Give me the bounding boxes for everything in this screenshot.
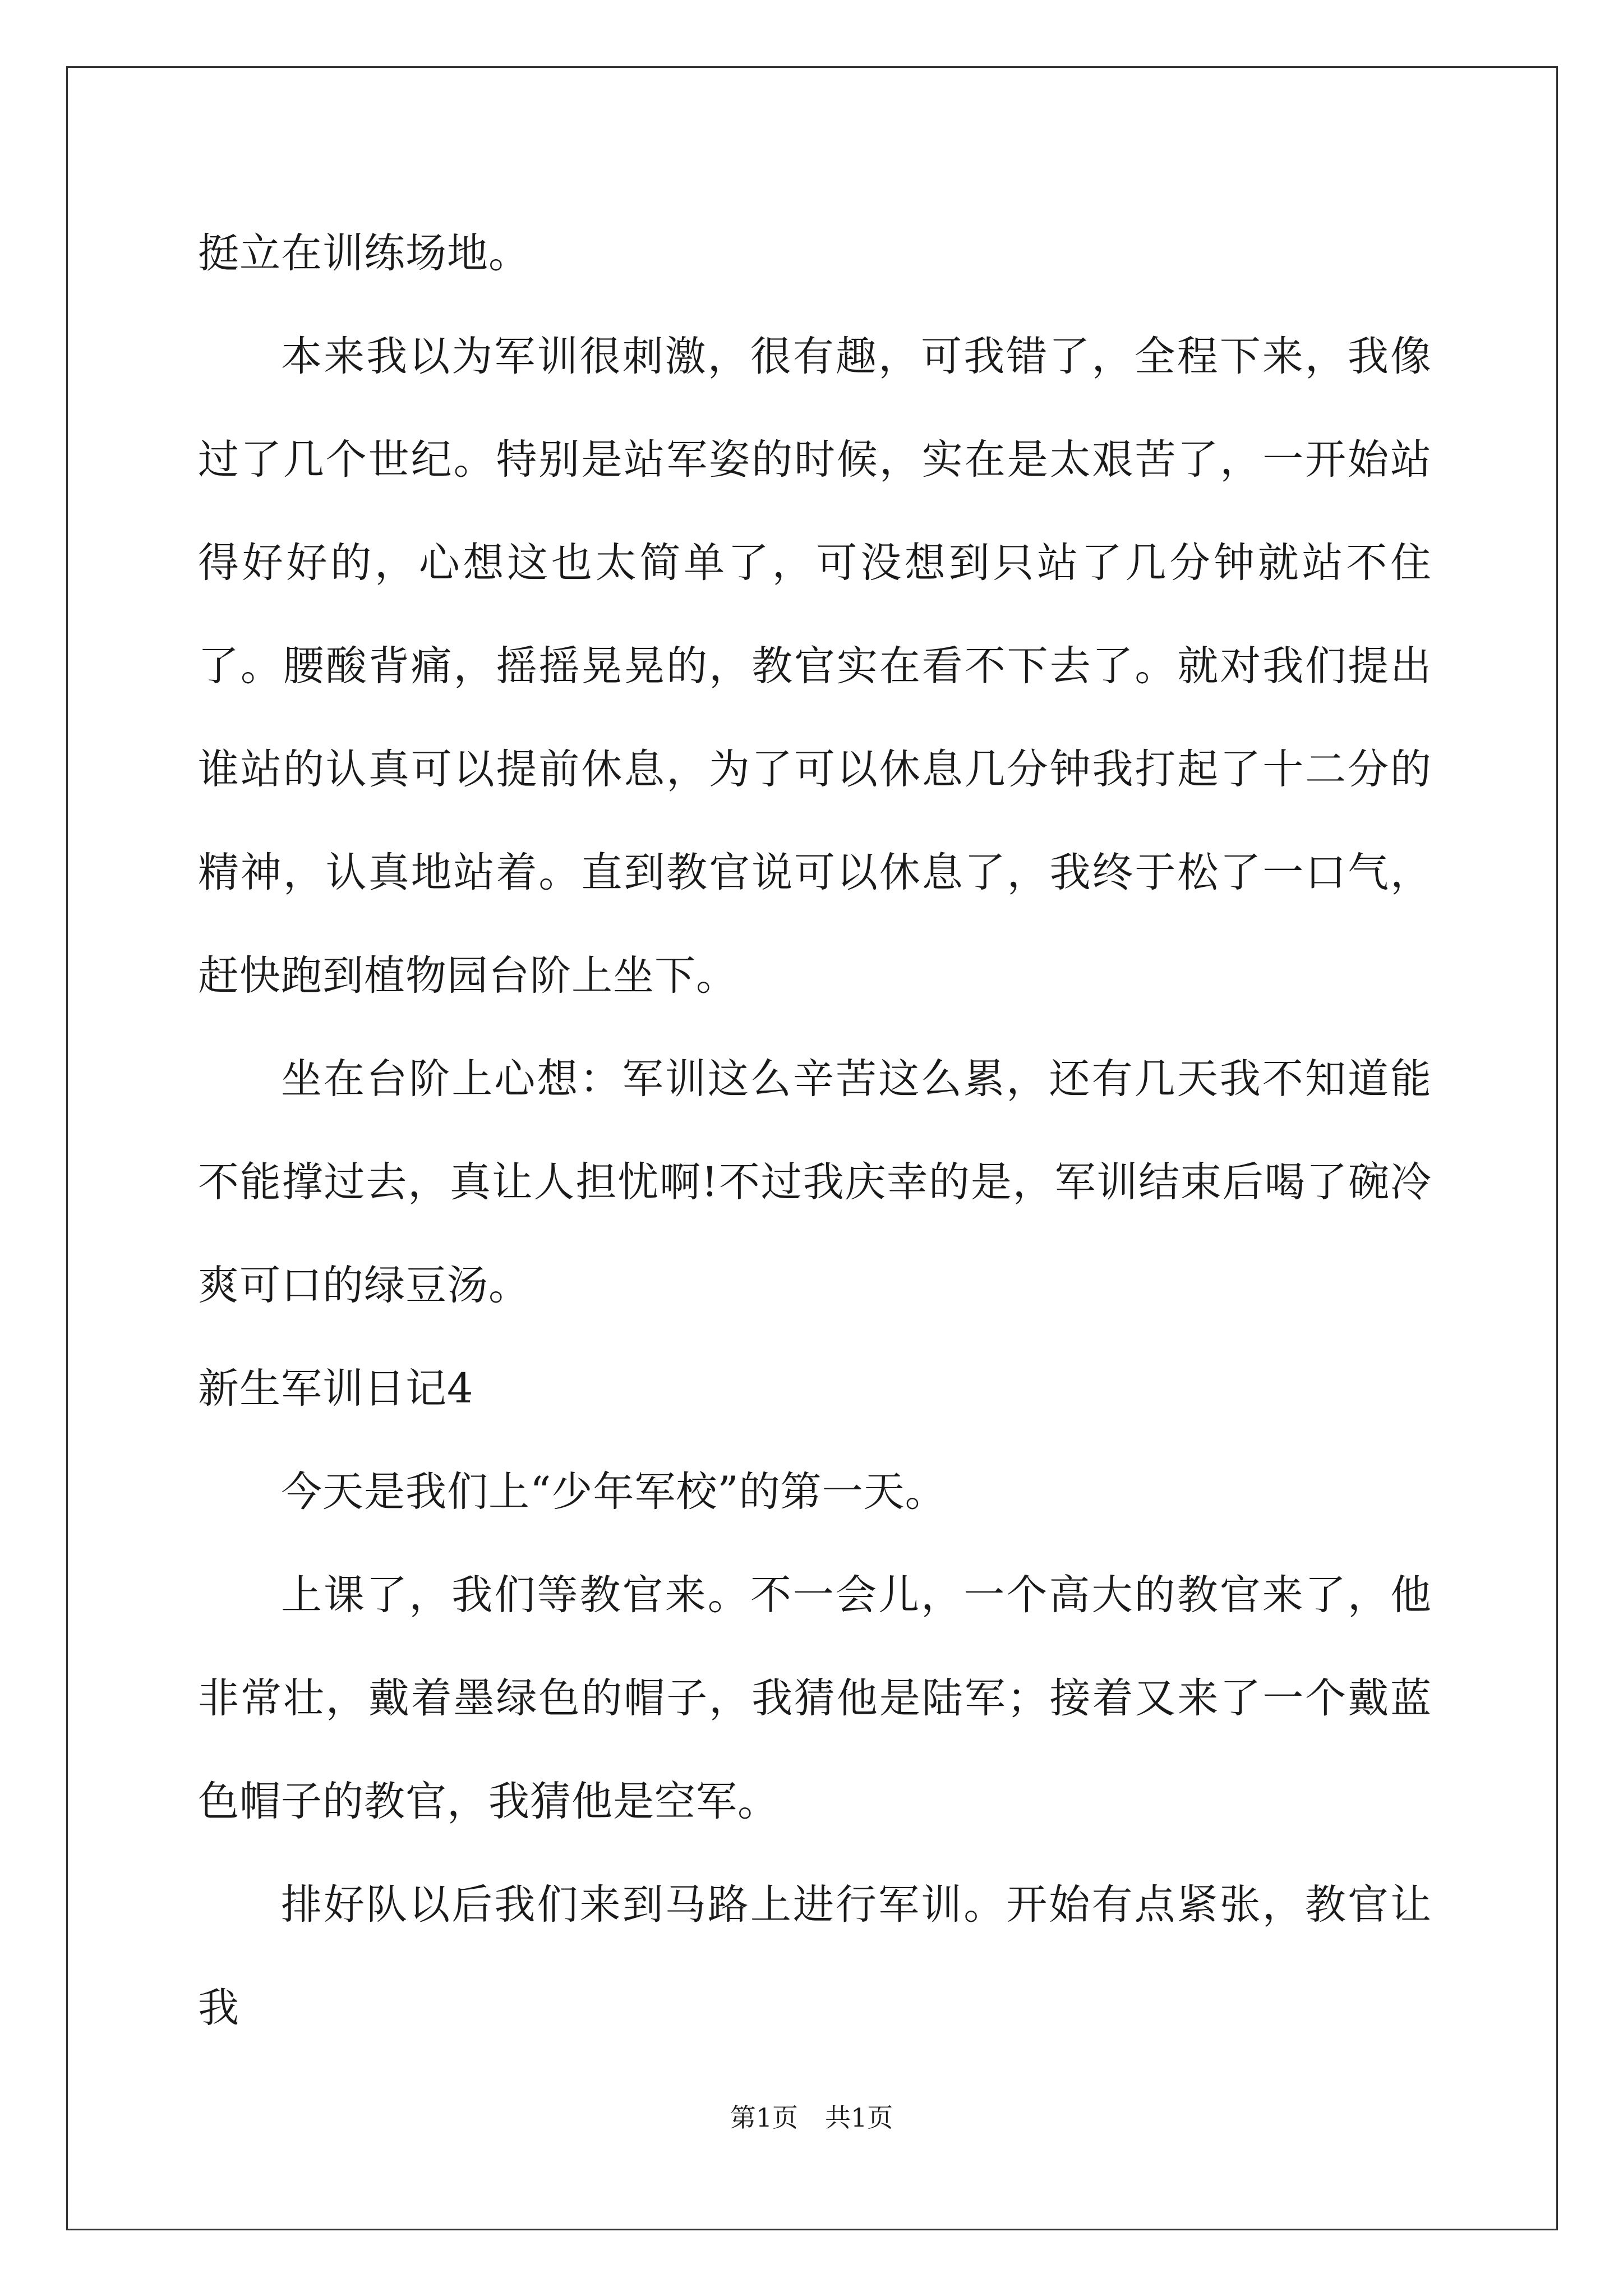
section-heading: 新生军训日记4 <box>198 1365 474 1412</box>
page-total: 共1页 <box>825 2102 893 2133</box>
paragraph-5: 上课了，我们等教官来。不一会儿，一个高大的教官来了，他非常壮，戴着墨绿色的帽子，我猜他是陆军；接着又来了一个戴蓝色帽子的教官，我猜他是空军。 <box>198 1571 1432 1825</box>
paragraph-2: 本来我以为军训很刺激，很有趣，可我错了，全程下来，我像过了几个世纪。特别是站军姿的时候，实在是太艰苦了，一开始站得好好的，心想这也太简单了，可没想到只站了几分钟就站不住了。腰酸背痛，摇摇晃晃的，教官实在看不下去了。就对我们提出谁站的认真可以提前休息，为了可以休息几分钟我打起了十二分的精神，认真地站着。直到教官说可以休息了，我终于松了一口气，赶快跑到植物园台阶上坐下。 <box>198 333 1432 1000</box>
page-number: 第1页 <box>730 2102 798 2133</box>
paragraph-1: 挺立在训练场地。 <box>198 229 530 277</box>
paragraph-3: 坐在台阶上心想：军训这么辛苦这么累，还有几天我不知道能不能撑过去，真让人担忧啊!不过我庆幸的是，军训结束后喝了碗冷爽可口的绿豆汤。 <box>198 1055 1432 1309</box>
page-footer <box>0 2101 1623 2134</box>
paragraph-6: 排好队以后我们来到马路上进行军训。开始有点紧张，教官让我 <box>198 1881 1432 2032</box>
paragraph-4: 今天是我们上“少年军校”的第一天。 <box>281 1468 947 1516</box>
document-body <box>198 202 1432 2060</box>
